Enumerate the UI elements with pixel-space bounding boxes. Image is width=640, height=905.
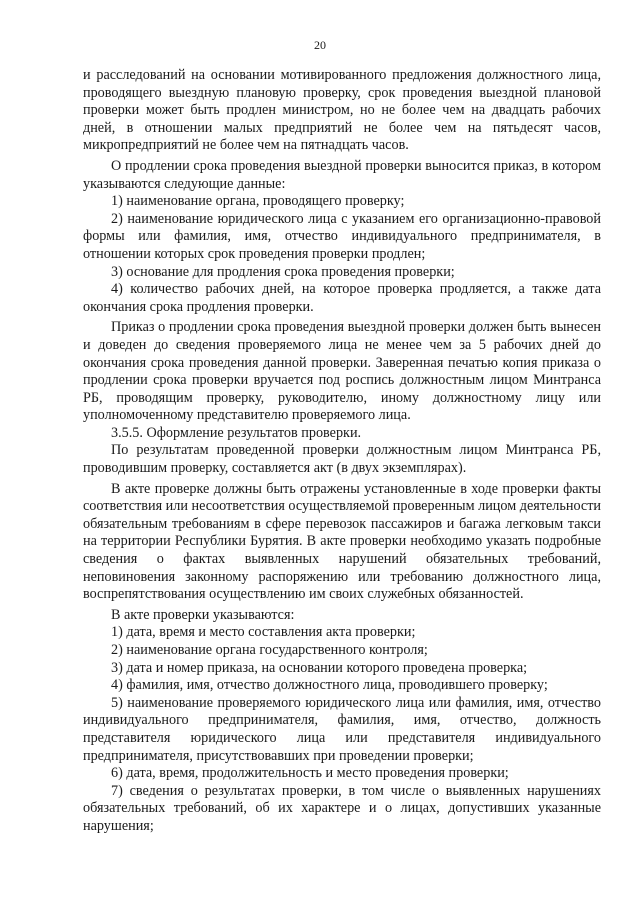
paragraph-act-content: В акте проверке должны быть отражены установленные в ходе проверки факты соответствия или несоответствия осуществляемой проверенным лицом деятельности обязательным требованиям в сфере перевозок пассажиров и багажа легковым такси на территории Республики Бурятия. В акте проверки необходимо указать подробные сведения о фактах выявленных нарушений обязательных требований, неповиновения законному распоряжению или требованию должностного лица, воспрепятствования осуществлению им своих служебных обязанностей. [83,480,601,603]
paragraph-extension-order: О продлении срока проведения выездной проверки выносится приказ, в котором указываются следующие данные: [83,157,601,192]
list-item-1: 1) наименование органа, проводящего проверку; [111,193,405,210]
paragraph-act-drawn: По результатам проведенной проверки должностным лицом Минтранса РБ, проводившим проверку, составляется акт (в двух экземплярах). [83,442,601,477]
document-body [83,67,601,836]
list-item-3: 3) основание для продления срока проведения проверки; [111,263,455,280]
list-item-2: 2) наименование юридического лица с указанием его организационно-правовой формы или фамилия, имя, отчество индивидуального предпринимателя, в отношении которых срок проведения проверки продлен; [83,210,601,262]
act-item-2: 2) наименование органа государственного контроля; [111,642,428,658]
section-heading-3-5-5: 3.5.5. Оформление результатов проверки. [111,424,362,441]
list-item-4: 4) количество рабочих дней, на которое проверка продляется, а также дата окончания срока продления проверки. [83,281,601,315]
act-item-3: 3) дата и номер приказа, на основании которого проведена проверка; [111,659,528,676]
act-item-4: 4) фамилия, имя, отчество должностного лица, проводившего проверку; [111,677,548,694]
paragraph-continuation: и расследований на основании мотивированного предложения должностного лица, проводящего выездную плановую проверку, срок проведения выездной плановой проверки может быть продлен министром, но не более чем на двадцать рабочих дней, в отношении малых предприятий не более чем на пятьдесят часов, микропредприятий не более чем на пятнадцать часов. [83,67,601,154]
act-item-1: 1) дата, время и место составления акта проверки; [111,624,416,641]
paragraph-order-delivery: Приказ о продлении срока проведения выездной проверки должен быть вынесен и доведен до сведения проверяемого лица не менее чем за 5 рабочих дней до окончания срока проведения данной проверки. Заверенная печатью копия приказа о продлении срока проверки вручается под роспись должностным лицом Минтранса РБ, проводящим проверку, руководителю, иному должностному лицу или уполномоченному представителю проверяемого лица. [83,319,601,424]
paragraph-act-lists: В акте проверки указываются: [111,606,295,623]
act-item-7: 7) сведения о результатах проверки, в том числе о выявленных нарушениях обязательных требований, об их характере и о лицах, допустивших указанные нарушения; [83,782,601,834]
act-item-6: 6) дата, время, продолжительность и место проведения проверки; [111,765,509,782]
act-item-5: 5) наименование проверяемого юридического лица или фамилия, имя, отчество индивидуального предпринимателя, фамилия, имя, отчество, должность представителя юридического лица или представителя индивидуального предпринимателя, присутствовавших при проведении проверки; [83,694,601,764]
page-number: 20 [314,38,326,52]
